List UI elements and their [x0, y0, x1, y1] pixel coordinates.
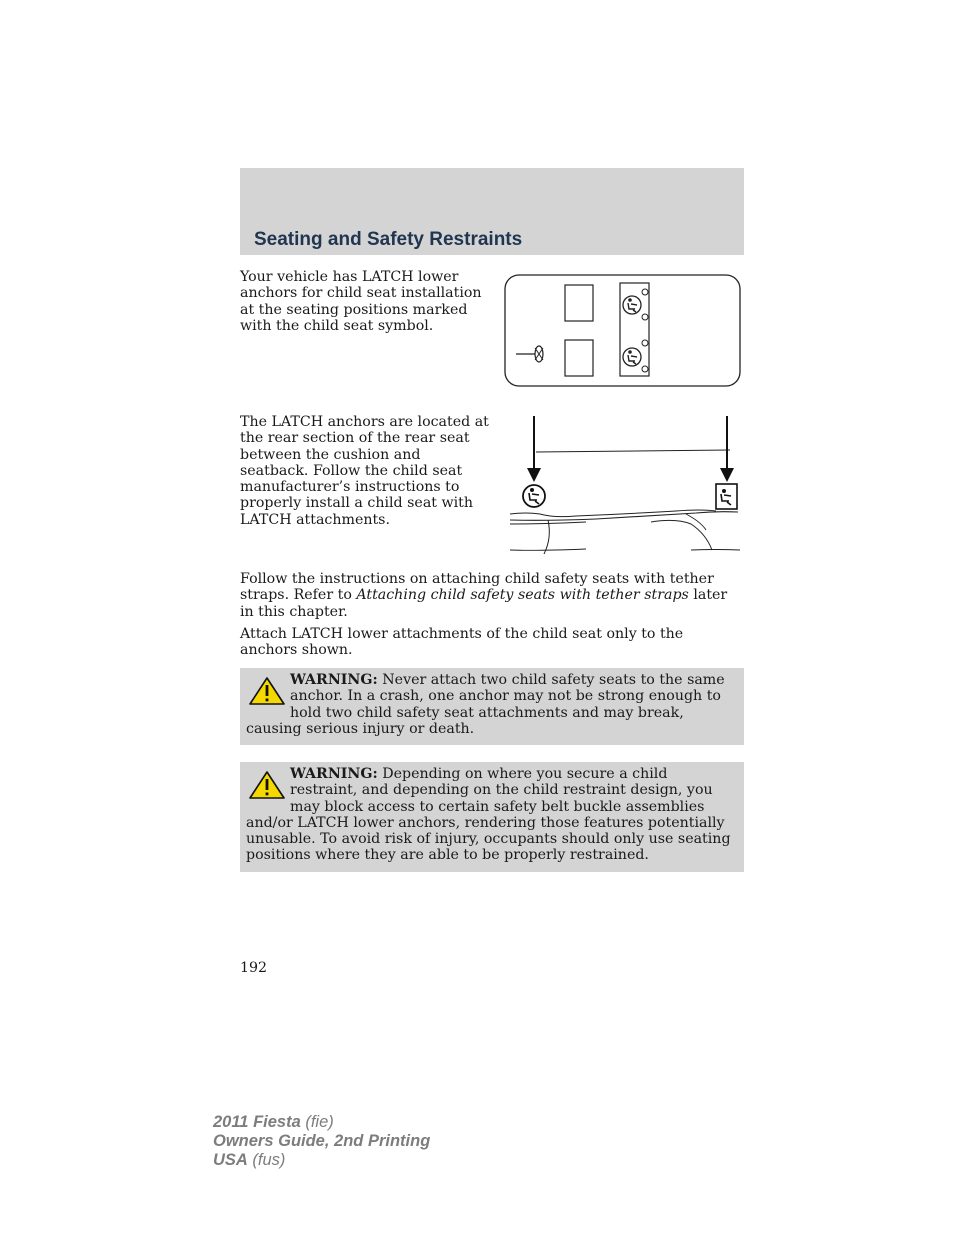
child-seat-symbol-icon — [523, 485, 545, 507]
arrow-down-icon — [527, 416, 541, 482]
warning-triangle-icon — [248, 770, 286, 800]
child-seat-symbol-icon — [716, 484, 737, 509]
cross-reference-link: Attaching child safety seats with tether straps — [356, 587, 689, 604]
warning-text-1: WARNING: Never attach two child safety seats to the same anchor. In a crash, one anchor may not be strong enough to hold two child safety seat attachments and may break, causing serious injury or death. — [246, 672, 725, 737]
child-seat-symbol-icon — [623, 348, 641, 366]
section-header-band — [240, 168, 744, 255]
seating-layout-diagram — [504, 274, 742, 388]
child-seat-symbol-icon — [623, 296, 641, 314]
front-seat-left — [565, 285, 593, 321]
front-seat-right — [565, 340, 593, 376]
latch-anchor-diagram — [506, 412, 742, 558]
page-number: 192 — [240, 960, 268, 976]
section-title: Seating and Safety Restraints — [254, 229, 523, 250]
document-footer: 2011 Fiesta (fie) Owners Guide, 2nd Printing USA (fus) — [213, 1113, 431, 1169]
warning-box-2 — [240, 762, 744, 872]
arrow-down-icon — [720, 416, 734, 482]
steering-wheel-icon — [516, 346, 543, 362]
warning-triangle-icon — [248, 676, 286, 706]
latch-location-paragraph: The LATCH anchors are located at the rear section of the rear seat between the cushion and seatback. Follow the child seat manufacturer’s instructions to properly install a child seat with LATCH attachments. — [240, 414, 489, 528]
tether-instructions-paragraph: Follow the instructions on attaching child safety seats with tether straps. Refer to Attaching child safety seats with tether straps later in this chapter. — [240, 571, 728, 620]
intro-paragraph: Your vehicle has LATCH lower anchors for child seat installation at the seating positions marked with the child seat symbol. — [240, 269, 482, 334]
warning-text-2: WARNING: Depending on where you secure a child restraint, and depending on the child restraint design, you may block access to certain safety belt buckle assemblies and/or LATCH lower anchors, rendering those features potentially unusable. To avoid risk of injury, occupants should only use seating positions where they are able to be properly restrained. — [246, 766, 731, 864]
latch-attach-paragraph: Attach LATCH lower attachments of the child seat only to the anchors shown. — [240, 626, 684, 659]
warning-box-1 — [240, 668, 744, 745]
